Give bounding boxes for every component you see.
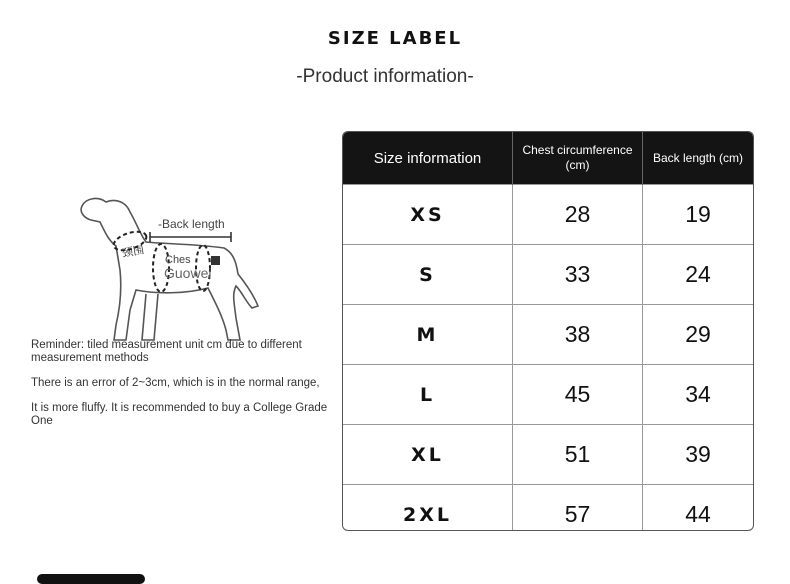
back-cell: 34 <box>643 365 754 425</box>
chest-cell: 57 <box>513 485 643 532</box>
size-cell: XL <box>343 425 513 485</box>
note-fluffy: It is more fluffy. It is recommended to buy a College Grade One <box>31 402 328 427</box>
back-cell: 19 <box>643 185 754 245</box>
bottom-decorative-bar <box>37 574 145 584</box>
chest-cell: 28 <box>513 185 643 245</box>
watermark: Guowei <box>164 265 212 281</box>
table-row <box>343 185 753 245</box>
back-cell: 29 <box>643 305 754 365</box>
size-table <box>342 131 754 531</box>
neck-label: 颈围 <box>121 244 146 260</box>
table-header-row <box>343 132 753 185</box>
back-cell: 24 <box>643 245 754 305</box>
header-chest: Chest circumference (cm) <box>513 132 643 185</box>
header-back: Back length (cm) <box>643 132 754 185</box>
table-row <box>343 305 753 365</box>
back-cell: 39 <box>643 425 754 485</box>
table-row <box>343 365 753 425</box>
size-cell: XS <box>343 185 513 245</box>
note-error-range: There is an error of 2~3cm, which is in the normal range, <box>31 377 320 389</box>
chest-cell: 45 <box>513 365 643 425</box>
size-cell: S <box>343 245 513 305</box>
size-cell: L <box>343 365 513 425</box>
back-length-label: -Back length <box>158 217 225 231</box>
chest-cell: 33 <box>513 245 643 305</box>
chest-label: Ches <box>165 254 191 266</box>
table-row <box>343 425 753 485</box>
size-cell: 2XL <box>343 485 513 532</box>
back-cell: 44 <box>643 485 754 532</box>
header-size: Size information <box>343 132 513 185</box>
note-reminder: Reminder: tiled measurement unit cm due to different measurement methods <box>31 339 302 364</box>
page-subtitle: -Product information- <box>296 66 474 87</box>
chest-cell: 51 <box>513 425 643 485</box>
notes-block <box>31 339 341 440</box>
table-row <box>343 485 753 532</box>
page-title: SIZE LABEL <box>327 28 463 49</box>
size-cell: M <box>343 305 513 365</box>
table-row <box>343 245 753 305</box>
chest-cell: 38 <box>513 305 643 365</box>
